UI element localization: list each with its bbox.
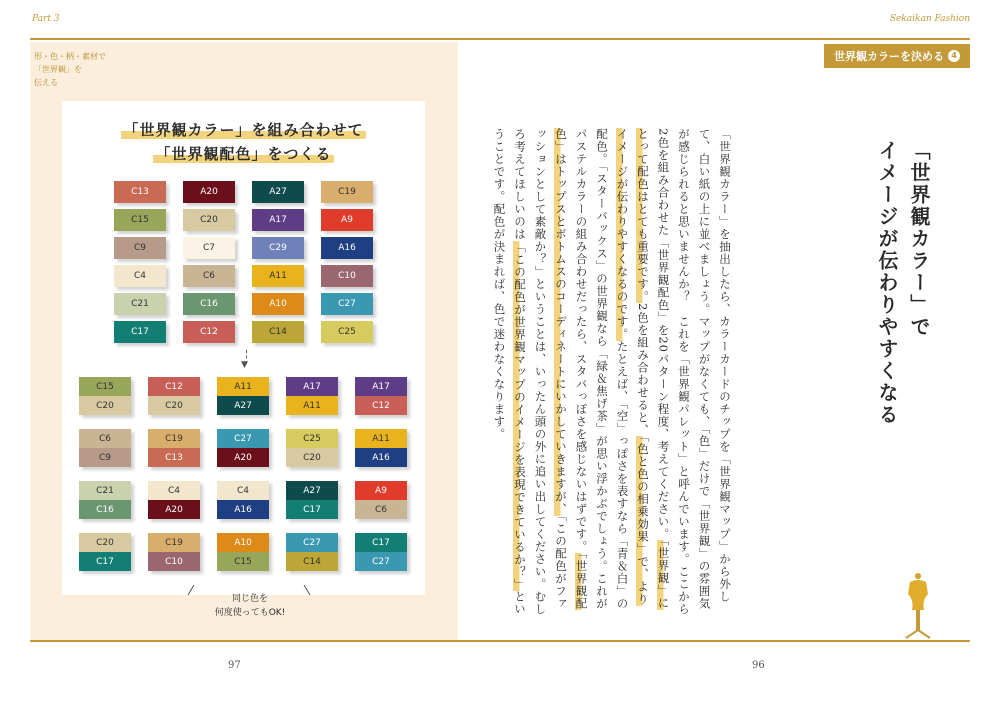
bottom-rule bbox=[30, 640, 970, 642]
caption-line1: 同じ色を bbox=[231, 594, 268, 604]
combo-swatch: C25 bbox=[286, 429, 338, 448]
combo-swatch: C15 bbox=[217, 552, 269, 571]
page-number-left: 97 bbox=[228, 660, 241, 671]
combo-swatch: A11 bbox=[355, 429, 407, 448]
combo-swatch: C27 bbox=[355, 552, 407, 571]
combo-swatch: C20 bbox=[79, 396, 131, 415]
combo-swatch: C4 bbox=[217, 481, 269, 500]
color-combo bbox=[148, 429, 200, 467]
combo-swatch: C17 bbox=[79, 552, 131, 571]
color-chip: C21 bbox=[114, 293, 166, 315]
color-combo bbox=[286, 481, 338, 519]
banner-number: 4 bbox=[948, 50, 960, 62]
side-note-line: 「世界観」を bbox=[34, 65, 82, 74]
color-chip: C4 bbox=[114, 265, 166, 287]
color-combo bbox=[355, 429, 407, 467]
color-combo bbox=[79, 481, 131, 519]
palette-card bbox=[62, 101, 425, 595]
highlighted-text: 「世界観」にとって配色はとても重要です。 bbox=[636, 128, 671, 610]
body-segment: ということです。配色が決まれば、色で迷わなくなります。 bbox=[492, 128, 527, 616]
color-combo bbox=[355, 533, 407, 571]
page-title-line1: 「世界観カラー」で bbox=[907, 140, 931, 338]
combo-swatch: C10 bbox=[148, 552, 200, 571]
side-note bbox=[34, 50, 114, 89]
card-title-line2: 「世界観配色」をつくる bbox=[155, 145, 332, 163]
color-combo bbox=[148, 377, 200, 415]
combo-swatch: C15 bbox=[79, 377, 131, 396]
color-chip: A27 bbox=[252, 181, 304, 203]
combo-swatch: C12 bbox=[355, 396, 407, 415]
page-title-line2: イメージが伝わりやすくなる bbox=[875, 140, 899, 426]
color-combo bbox=[217, 533, 269, 571]
running-header-right: Sekaikan Fashion bbox=[889, 14, 970, 24]
color-combo bbox=[79, 429, 131, 467]
color-chip: A17 bbox=[252, 209, 304, 231]
combo-swatch: C6 bbox=[79, 429, 131, 448]
color-combo bbox=[79, 377, 131, 415]
combo-swatch: C19 bbox=[148, 533, 200, 552]
color-combo bbox=[217, 429, 269, 467]
side-note-line: 形・色・柄・素材で bbox=[34, 52, 106, 61]
combo-swatch: C17 bbox=[355, 533, 407, 552]
body-segment: 2色を組み合わせると、 bbox=[636, 303, 650, 437]
color-chip: C13 bbox=[114, 181, 166, 203]
combo-swatch: A16 bbox=[355, 448, 407, 467]
combo-swatch: A17 bbox=[286, 377, 338, 396]
highlighted-text: 「世界観配色」はトップスとボトムスのコーディネートにいかしていきますが、 bbox=[554, 128, 589, 610]
color-combo bbox=[217, 481, 269, 519]
color-combo bbox=[355, 481, 407, 519]
color-chip: C20 bbox=[183, 209, 235, 231]
body-segment: 「この配色がファッションとして素敵か？」ということは、いったん頭の外に追い出してください。むしろ考えてほしいのは bbox=[513, 128, 568, 616]
side-note-line: 伝える bbox=[34, 78, 58, 87]
combo-swatch: A27 bbox=[217, 396, 269, 415]
color-combo bbox=[286, 377, 338, 415]
color-combo bbox=[355, 377, 407, 415]
dress-form-icon bbox=[898, 572, 938, 642]
color-chip: C7 bbox=[183, 237, 235, 259]
running-header-left: Part 3 bbox=[32, 14, 60, 24]
combo-swatch: C27 bbox=[286, 533, 338, 552]
combo-swatch: C16 bbox=[79, 500, 131, 519]
combo-swatch: A16 bbox=[217, 500, 269, 519]
combo-swatch: A17 bbox=[355, 377, 407, 396]
combo-swatch: C17 bbox=[286, 500, 338, 519]
color-chip: C9 bbox=[114, 237, 166, 259]
body-segment: たとえば、「空」っぽさを表すなら「青＆白」の配色。「スターバックス」の世界観なら「緑＆焦げ茶」が思い浮かぶでしょう。これがパステルカラーの組み合わせだったら、スタバっぽさを感じないはずです。 bbox=[574, 128, 630, 610]
combo-swatch: C14 bbox=[286, 552, 338, 571]
caption-line2: 何度使ってもOK! bbox=[214, 608, 286, 618]
combo-swatch: A11 bbox=[217, 377, 269, 396]
combo-swatch: A9 bbox=[355, 481, 407, 500]
section-banner bbox=[824, 44, 970, 68]
body-segment: 「世界観カラー」を抽出したら、カラーカードのチップを「世界観マップ」から外して、白い紙の上に並べましょう。マップがなくても、「色」だけで「世界観」の雰囲気が感じられると思いませんか？ これを「世界観パレット」と呼んでいます。ここから2色を組み合わせた「世界観配色」を20パターン程度、考えてください。 bbox=[656, 128, 732, 616]
combo-swatch: A11 bbox=[286, 396, 338, 415]
color-chip: C27 bbox=[321, 293, 373, 315]
color-combo bbox=[79, 533, 131, 571]
color-chip: A10 bbox=[252, 293, 304, 315]
combo-swatch: C4 bbox=[148, 481, 200, 500]
banner-label: 世界観カラーを決める bbox=[834, 50, 944, 63]
color-chip: C17 bbox=[114, 321, 166, 343]
color-chip: C25 bbox=[321, 321, 373, 343]
top-rule bbox=[30, 38, 970, 40]
body-text bbox=[492, 128, 735, 618]
combo-swatch: C20 bbox=[79, 533, 131, 552]
combo-swatch: C27 bbox=[217, 429, 269, 448]
color-chip: C19 bbox=[321, 181, 373, 203]
combo-swatch: A10 bbox=[217, 533, 269, 552]
card-title-line1: 「世界観カラー」を組み合わせて bbox=[123, 121, 364, 139]
down-arrow-icon: ▼ bbox=[241, 360, 248, 370]
combo-swatch: C6 bbox=[355, 500, 407, 519]
color-combo bbox=[286, 429, 338, 467]
caption bbox=[190, 592, 310, 620]
color-chip: A11 bbox=[252, 265, 304, 287]
highlighted-text: 「この配色が世界観マップのイメージを表現できているか？」 bbox=[513, 240, 527, 591]
color-chip: A16 bbox=[321, 237, 373, 259]
color-chip: A20 bbox=[183, 181, 235, 203]
combo-swatch: C21 bbox=[79, 481, 131, 500]
color-chip: C14 bbox=[252, 321, 304, 343]
color-chip: C10 bbox=[321, 265, 373, 287]
combo-swatch: C20 bbox=[286, 448, 338, 467]
color-combo bbox=[217, 377, 269, 415]
color-chip: C29 bbox=[252, 237, 304, 259]
combo-swatch: C20 bbox=[148, 396, 200, 415]
combo-swatch: A20 bbox=[148, 500, 200, 519]
combo-swatch: C13 bbox=[148, 448, 200, 467]
combo-swatch: C12 bbox=[148, 377, 200, 396]
color-chip: C15 bbox=[114, 209, 166, 231]
color-combo bbox=[148, 533, 200, 571]
color-combo bbox=[148, 481, 200, 519]
color-chip: C16 bbox=[183, 293, 235, 315]
combo-swatch: C9 bbox=[79, 448, 131, 467]
color-chip: C12 bbox=[183, 321, 235, 343]
color-chip: C6 bbox=[183, 265, 235, 287]
combo-swatch: A27 bbox=[286, 481, 338, 500]
combo-swatch: C19 bbox=[148, 429, 200, 448]
combo-swatch: A20 bbox=[217, 448, 269, 467]
page-number-right: 96 bbox=[752, 660, 765, 671]
highlighted-text: 「色と色の相乗効果」で、よりイメージが伝わりやすくなるのです。 bbox=[615, 128, 650, 606]
color-chip: A9 bbox=[321, 209, 373, 231]
color-combo bbox=[286, 533, 338, 571]
